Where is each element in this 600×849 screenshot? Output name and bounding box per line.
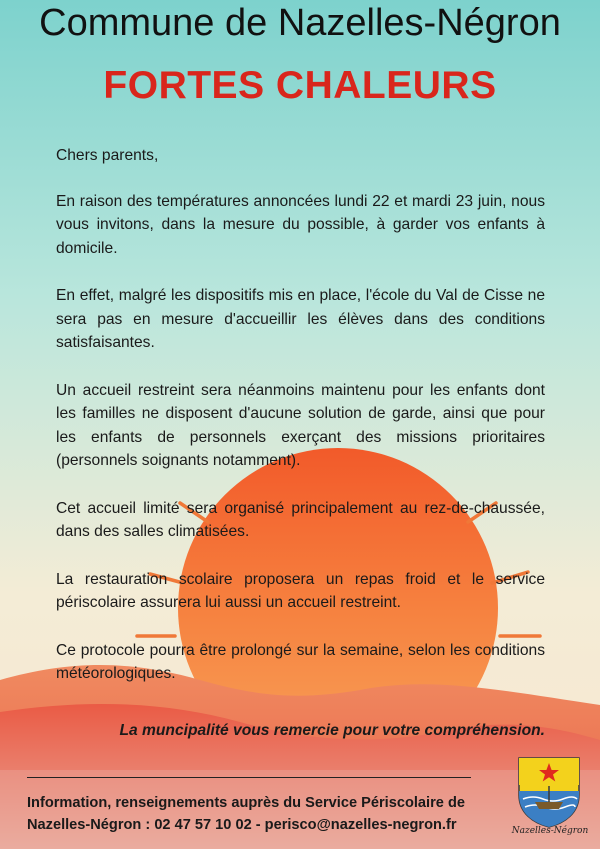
greeting: Chers parents, — [56, 147, 159, 164]
paragraph-ground-floor: Cet accueil limité sera organisé principalement au rez-de-chaussée, dans des salles climatisées. — [56, 499, 545, 540]
coat-of-arms-icon — [515, 755, 583, 829]
paragraph-catering: La restauration scolaire proposera un repas froid et le service périscolaire assurera lui aussi un accueil restreint. — [56, 570, 545, 611]
letter-body — [56, 144, 545, 710]
page-title: Commune de Nazelles-Négron — [39, 2, 561, 44]
closing-line: La muncipalité vous remercie pour votre compréhension. — [119, 722, 545, 739]
paragraph-school: En effet, malgré les dispositifs mis en place, l'école du Val de Cisse ne sera pas en mesure d'accueillir les élèves dans des conditions satisfaisantes. — [56, 287, 545, 351]
paragraph-restricted-care: Un accueil restreint sera néanmoins maintenu pour les enfants dont les familles ne disposent d'aucune solution de garde, ainsi que pour les enfants de personnels exerçant des missions prioritaires (personnels soignants notamment). — [56, 381, 545, 469]
paragraph-protocol: Ce protocole pourra être prolongé sur la semaine, selon les conditions météorologiques. — [56, 641, 545, 682]
contact-line-1: Information, renseignements auprès du Service Périscolaire de — [27, 795, 465, 811]
alert-headline: FORTES CHALEURS — [103, 64, 497, 107]
footer-divider — [27, 777, 471, 778]
contact-info — [27, 792, 487, 836]
crest-caption: Nazelles-Négron — [511, 826, 589, 836]
paragraph-announcement: En raison des températures annoncées lundi 22 et mardi 23 juin, nous vous invitons, dans la mesure du possible, à garder vos enfants à domicile. — [56, 192, 545, 257]
contact-line-2: Nazelles-Négron : 02 47 57 10 02 - perisco@nazelles-negron.fr — [27, 817, 457, 833]
